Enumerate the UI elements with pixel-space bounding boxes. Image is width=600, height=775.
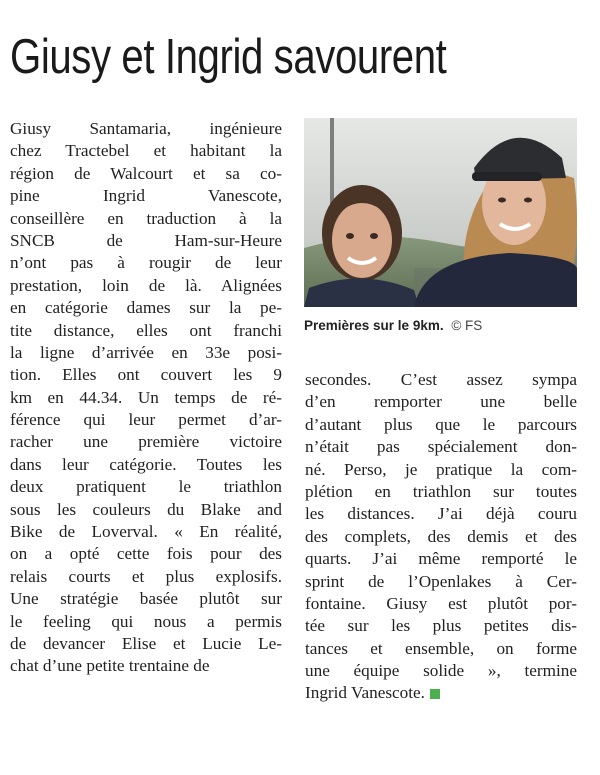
article-text-line bbox=[305, 391, 577, 413]
article-text: prestation, loin de là. Alignées bbox=[10, 275, 282, 295]
article-text-line bbox=[10, 185, 282, 207]
article-text-line bbox=[305, 369, 577, 391]
caption-title: Premières sur le 9km. bbox=[304, 318, 444, 333]
article-text: Giusy Santamaria, ingénieure bbox=[10, 119, 282, 138]
article-text-line bbox=[10, 566, 282, 588]
article-text-line bbox=[10, 118, 282, 140]
article-text-line bbox=[10, 543, 282, 565]
article-headline: Giusy et Ingrid savourent bbox=[10, 30, 447, 84]
article-text-line bbox=[10, 476, 282, 498]
article-text-line bbox=[305, 615, 577, 637]
article-text-line bbox=[10, 252, 282, 274]
article-text-line bbox=[305, 682, 577, 704]
caption-credit: © FS bbox=[451, 318, 483, 333]
article-text-line bbox=[10, 140, 282, 162]
article-text: en catégorie dames sur la pe- bbox=[10, 298, 282, 318]
article-body-left-column bbox=[10, 118, 282, 678]
article-text: d’en remporter une belle bbox=[305, 392, 577, 412]
article-text-line bbox=[305, 660, 577, 682]
article-text: tion. Elles ont couvert les 9 bbox=[10, 365, 282, 385]
article-text-line bbox=[305, 414, 577, 436]
article-text: pine Ingrid Vanescote, bbox=[10, 186, 282, 206]
article-text: chat d’une petite trentaine de bbox=[10, 656, 210, 676]
article-text: quarts. J’ai même remporté le bbox=[305, 549, 577, 569]
article-text: n’était pas spécialement don- bbox=[305, 437, 577, 457]
article-text-line bbox=[10, 275, 282, 297]
article-text-line bbox=[10, 588, 282, 610]
article-text-line bbox=[305, 503, 577, 525]
article-text: le feeling qui nous a permis bbox=[10, 611, 282, 631]
photo-caption bbox=[304, 317, 584, 335]
article-text: une équipe solide », termine bbox=[305, 661, 577, 681]
article-text: km en 44.34. Un temps de ré- bbox=[10, 387, 282, 407]
article-text-line bbox=[10, 431, 282, 453]
article-text-line bbox=[305, 571, 577, 593]
article-end-square-icon bbox=[430, 689, 440, 699]
article-text: tée sur les plus petites dis- bbox=[305, 616, 577, 636]
article-text: secondes. C’est assez sympa bbox=[305, 370, 577, 389]
article-text: relais courts et plus explosifs. bbox=[10, 566, 282, 586]
article-text: tances et ensemble, on forme bbox=[305, 638, 577, 658]
article-text: tite distance, elles ont franchi bbox=[10, 320, 282, 340]
article-text-line bbox=[305, 548, 577, 570]
article-text-line bbox=[10, 611, 282, 633]
article-text: région de Walcourt et sa co- bbox=[10, 163, 282, 183]
article-text-line bbox=[10, 655, 282, 677]
article-text-line bbox=[10, 387, 282, 409]
article-text: chez Tractebel et habitant la bbox=[10, 141, 282, 161]
article-text: SNCB de Ham-sur-Heure bbox=[10, 230, 282, 250]
article-text: on a opté cette fois pour des bbox=[10, 544, 282, 564]
article-text: de devancer Elise et Lucie Le- bbox=[10, 633, 282, 653]
article-text: plétion en triathlon sur toutes bbox=[305, 481, 577, 501]
article-text-line bbox=[10, 208, 282, 230]
article-text-line bbox=[305, 481, 577, 503]
article-text: férence qui leur permet d’ar- bbox=[10, 410, 282, 430]
article-text: Une stratégie basée plutôt sur bbox=[10, 589, 282, 609]
article-text: la ligne d’arrivée en 33e posi- bbox=[10, 342, 282, 362]
article-text-line bbox=[10, 364, 282, 386]
article-text-line bbox=[10, 633, 282, 655]
article-text-line bbox=[10, 297, 282, 319]
article-text: d’autant plus que le parcours bbox=[305, 414, 577, 434]
article-text-line bbox=[10, 454, 282, 476]
article-text: Bike de Loverval. « En réalité, bbox=[10, 522, 282, 542]
article-text-line bbox=[305, 436, 577, 458]
article-text-line bbox=[305, 638, 577, 660]
article-photo bbox=[304, 118, 577, 307]
article-text-line bbox=[10, 320, 282, 342]
photo-icon bbox=[304, 118, 577, 307]
article-text: né. Perso, je pratique la com- bbox=[305, 459, 577, 479]
article-text-line bbox=[305, 459, 577, 481]
article-text: des complets, des demis et des bbox=[305, 526, 577, 546]
article-text-line bbox=[10, 342, 282, 364]
article-text: deux pratiquent le triathlon bbox=[10, 477, 282, 497]
article-text: racher une première victoire bbox=[10, 432, 282, 452]
article-text-line bbox=[10, 163, 282, 185]
article-text: dans leur catégorie. Toutes les bbox=[10, 454, 282, 474]
article-text-line bbox=[10, 409, 282, 431]
article-text-line bbox=[305, 526, 577, 548]
article-text: les distances. J’ai déjà couru bbox=[305, 504, 577, 524]
article-text: sous les couleurs du Blake and bbox=[10, 499, 282, 519]
article-text: conseillère en traduction à la bbox=[10, 208, 282, 228]
article-text: n’ont pas à rougir de leur bbox=[10, 253, 282, 273]
article-text: Ingrid Vanescote. bbox=[305, 683, 425, 703]
article-text: sprint de l’Openlakes à Cer- bbox=[305, 571, 577, 591]
article-text: fontaine. Giusy est plutôt por- bbox=[305, 593, 577, 613]
article-text-line bbox=[305, 593, 577, 615]
article-text-line bbox=[10, 521, 282, 543]
article-body-right-column bbox=[305, 369, 577, 705]
article-text-line bbox=[10, 499, 282, 521]
article-text-line bbox=[10, 230, 282, 252]
